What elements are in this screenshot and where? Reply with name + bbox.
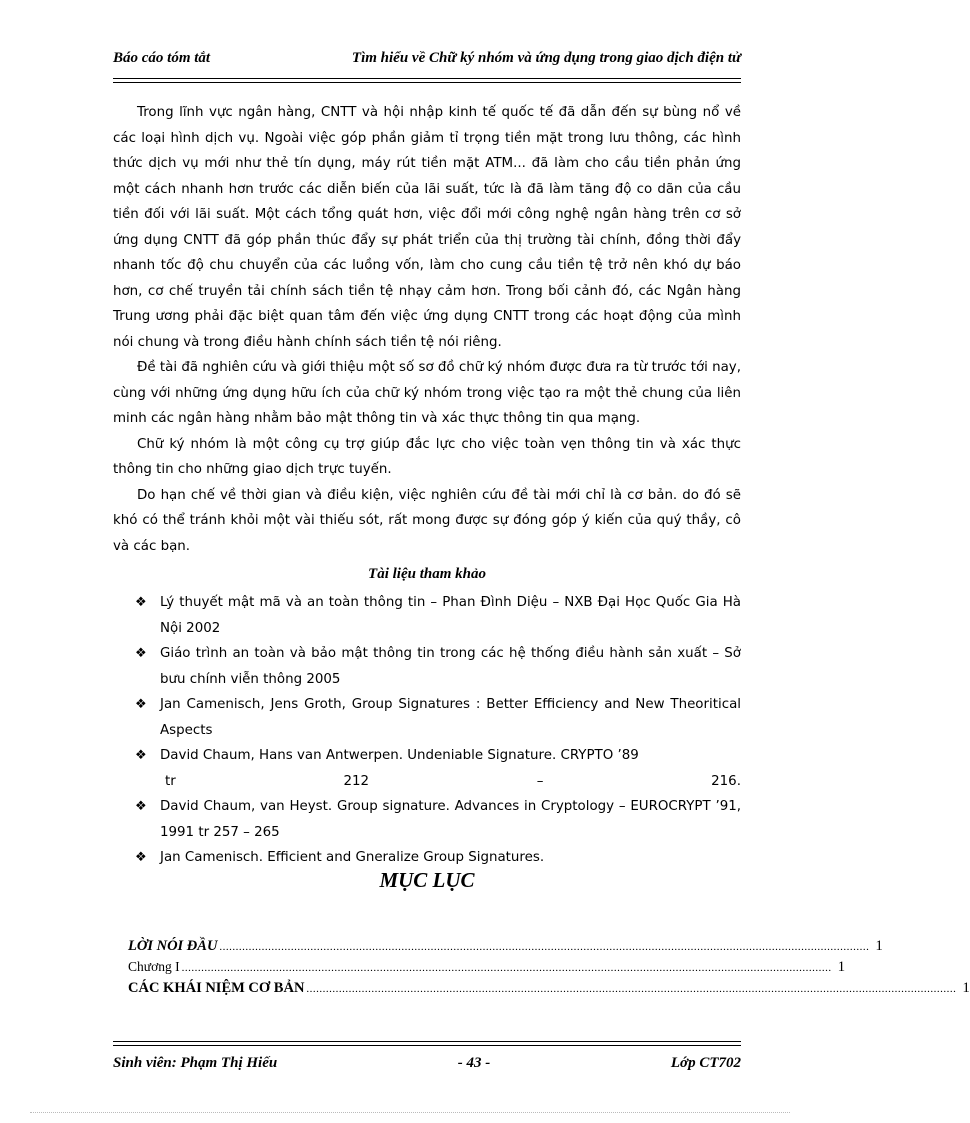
footer-page-number: - 43 - [457,1055,491,1071]
reference-pages-line [113,769,741,795]
footer-rule-top [113,1041,741,1042]
paragraph-4: Do hạn chế về thời gian và điều kiện, việc nghiên cứu đề tài mới chỉ là cơ bản. do đó sẽ khó có thể tránh khỏi một vài thiếu sót, rất mong được sự đóng góp ý kiến của quý thầy, cô và các bạn. [113,487,741,554]
toc-leader-dots: ........................................................................................................................................................................................................ [181,962,832,974]
reference-item [113,641,741,692]
paragraph-1: Trong lĩnh vực ngân hàng, CNTT và hội nhập kinh tế quốc tế đã dẫn đến sự bùng nổ về các loại hình dịch vụ. Ngoài việc góp phần giảm tỉ trọng tiền mặt trong lưu thông, các hình thức dịch vụ mới như thẻ tín dụng, máy rút tiền mặt ATM... đã làm cho cầu tiền phản ứng một cách nhanh hơn trước các diễn biến của lãi suất, tức là đã làm tăng độ co dãn của cầu tiền đối với lãi suất. Một cách tổng quát hơn, việc đổi mới công nghệ ngân hàng trên cơ sở ứng dụng CNTT đã góp phần thúc đẩy sự phát triển của thị trường tài chính, đồng thời đẩy nhanh tốc độ chu chuyển của các luồng vốn, làm cho cung cầu tiền tệ trở nên khó dự báo hơn, cơ chế truyền tải chính sách tiền tệ nhạy cảm hơn. Trong bối cảnh đó, các Ngân hàng Trung ương phải đặc biệt quan tâm đến việc ứng dụng CNTT trong các hoạt động của mình nói chung và trong điều hành chính sách tiền tệ nói riêng. [113,105,741,350]
pages-end: 216. [711,773,741,789]
paragraph-3: Chữ ký nhóm là một công cụ trợ giúp đắc lực cho việc toàn vẹn thông tin và xác thực thông tin cho những giao dịch trực tuyến. [113,436,741,477]
reference-text: David Chaum, van Heyst. Group signature. Advances in Cryptology – EUROCRYPT ’91, 1991 tr 257 – 265 [160,799,741,840]
table-of-contents [128,938,970,1001]
pages-start: 212 [343,773,370,789]
footer-class: Lớp CT702 [670,1055,741,1071]
reference-text: Lý thuyết mật mã và an toàn thông tin – Phan Đình Diệu – NXB Đại Học Quốc Gia Hà Nội 2002 [160,595,741,636]
body-text [113,100,741,559]
reference-item [113,794,741,845]
diamond-bullet-icon: ❖ [135,646,147,661]
toc-entry-label: Chương I [128,959,180,974]
references-list [113,590,741,871]
reference-text: Jan Camenisch. Efficient and Gneralize Group Signatures. [160,850,545,865]
reference-text: Giáo trình an toàn và bảo mật thông tin trong các hệ thống điều hành sản xuất – Sở bưu chính viễn thông 2005 [160,646,741,687]
toc-leader-dots: ........................................................................................................................................................................................................ [306,983,957,995]
header-rule-bottom [113,82,741,83]
page-edge [30,1112,790,1113]
page-footer [113,1055,741,1072]
toc-entry-label: CÁC KHÁI NIỆM CƠ BẢN [128,980,305,996]
diamond-bullet-icon: ❖ [135,697,147,712]
reference-item [113,743,741,794]
paragraph-2: Đề tài đã nghiên cứu và giới thiệu một số sơ đồ chữ ký nhóm được đưa ra từ trước tới nay, cùng với những ứng dụng hữu ích của chữ ký nhóm trong việc tạo ra một thẻ chung của liên minh các ngân hàng nhằm bảo mật thông tin và xác thực thông tin qua mạng. [113,360,741,426]
header-right: Tìm hiểu về Chữ ký nhóm và ứng dụng trong giao dịch điện tử [351,50,741,66]
footer-rule-bottom [113,1045,741,1046]
reference-text: David Chaum, Hans van Antwerpen. Undeniable Signature. CRYPTO ’89 [160,748,639,763]
toc-entry-page: 1 [875,938,883,954]
reference-item [113,845,741,871]
reference-item [113,590,741,641]
toc-entry-page: 1 [837,959,846,975]
diamond-bullet-icon: ❖ [135,850,147,865]
toc-entry-label: LỜI NÓI ĐẦU [128,938,218,954]
page-header [113,50,741,67]
toc-entry[interactable] [128,980,970,1001]
toc-leader-dots: ........................................................................................................................................................................................................ [219,941,870,953]
toc-entry-page: 1 [962,980,970,996]
reference-item [113,692,741,743]
diamond-bullet-icon: ❖ [135,799,147,814]
toc-title: MỤC LỤC [379,868,475,892]
reference-text: Jan Camenisch, Jens Groth, Group Signatures : Better Efficiency and New Theoritical Aspects [160,697,741,738]
toc-entry[interactable] [128,938,883,959]
diamond-bullet-icon: ❖ [135,595,147,610]
footer-student: Sinh viên: Phạm Thị Hiếu [113,1055,278,1071]
pages-dash: – [536,773,544,789]
pages-prefix: tr [165,773,176,789]
header-left: Báo cáo tóm tắt [113,50,211,66]
toc-entry[interactable] [128,959,846,980]
references-title: Tài liệu tham khảo [368,566,486,582]
diamond-bullet-icon: ❖ [135,748,147,763]
header-rule-top [113,78,741,79]
